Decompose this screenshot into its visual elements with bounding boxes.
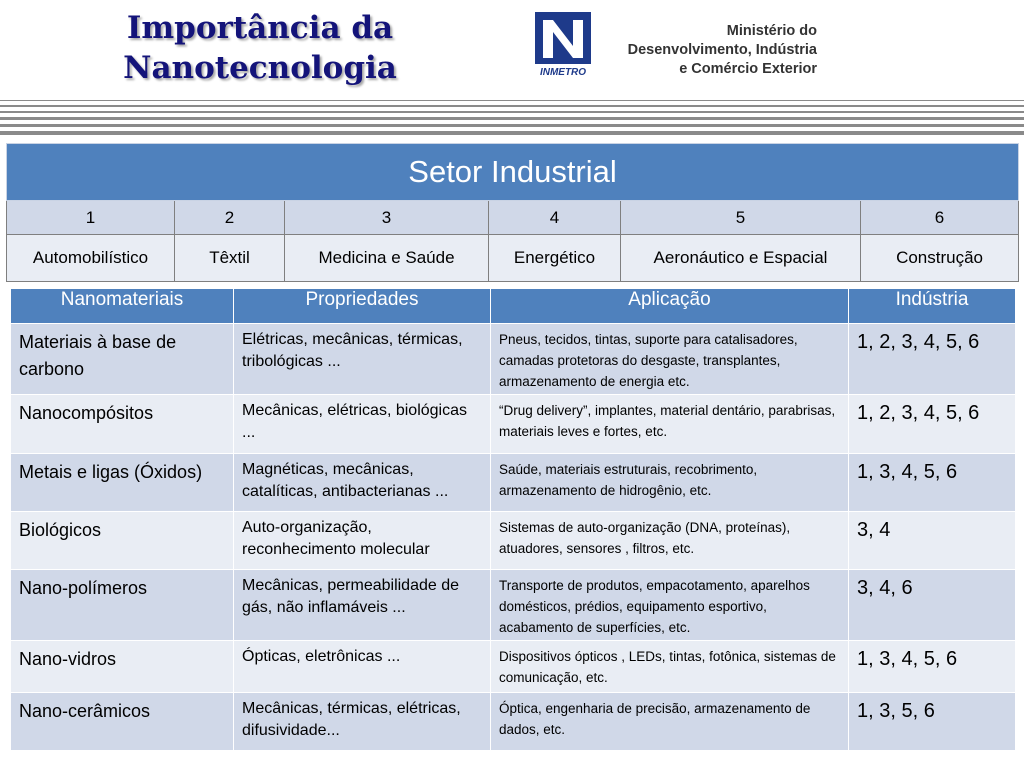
slide-title	[0, 8, 520, 88]
application-cell: Pneus, tecidos, tintas, suporte para catalisadores, camadas protetoras do desgaste, transplantes, armazenamento de energia etc.	[491, 324, 849, 395]
slide-title-line1: Importância da	[126, 10, 394, 46]
table-row	[11, 324, 1016, 395]
industry-cell: 1, 2, 3, 4, 5, 6	[849, 395, 1016, 454]
application-cell: “Drug delivery”, implantes, material dentário, parabrisas, materiais leves e fortes, etc.	[491, 395, 849, 454]
properties-cell: Magnéticas, mecânicas, catalíticas, antibacterianas ...	[234, 454, 491, 512]
material-cell: Metais e ligas (Óxidos)	[11, 454, 234, 512]
sector-number: 2	[175, 201, 285, 235]
properties-cell: Ópticas, eletrônicas ...	[234, 641, 491, 693]
application-cell: Óptica, engenharia de precisão, armazenamento de dados, etc.	[491, 693, 849, 751]
properties-cell: Auto-organização, reconhecimento molecular	[234, 512, 491, 570]
application-cell: Transporte de produtos, empacotamento, aparelhos domésticos, prédios, equipamento esportivo, acabamento de superfícies, etc.	[491, 570, 849, 641]
nanomaterials-header-row	[11, 289, 1016, 324]
sector-table-title: Setor Industrial	[7, 144, 1019, 201]
sector-number: 1	[7, 201, 175, 235]
properties-cell: Mecânicas, permeabilidade de gás, não inflamáveis ...	[234, 570, 491, 641]
industry-cell: 3, 4, 6	[849, 570, 1016, 641]
table-row	[11, 395, 1016, 454]
sector-number: 3	[285, 201, 489, 235]
sector-name: Automobilístico	[7, 235, 175, 282]
ministry-line1: Ministério do	[726, 23, 817, 39]
industry-cell: 1, 3, 4, 5, 6	[849, 641, 1016, 693]
sector-name: Construção	[861, 235, 1019, 282]
material-cell: Nano-polímeros	[11, 570, 234, 641]
sector-name: Têxtil	[175, 235, 285, 282]
ministry-name	[601, 22, 817, 79]
application-cell: Sistemas de auto-organização (DNA, proteínas), atuadores, sensores , filtros, etc.	[491, 512, 849, 570]
table-row	[11, 641, 1016, 693]
ministry-line2: Desenvolvimento, Indústria	[627, 42, 817, 58]
table-row	[11, 570, 1016, 641]
inmetro-ministry-logo	[531, 8, 821, 86]
properties-cell: Mecânicas, elétricas, biológicas ...	[234, 395, 491, 454]
properties-cell: Elétricas, mecânicas, térmicas, tribológicas ...	[234, 324, 491, 395]
inmetro-logo-text: INMETRO	[539, 67, 587, 78]
material-cell: Biológicos	[11, 512, 234, 570]
application-cell: Dispositivos ópticos , LEDs, tintas, fotônica, sistemas de comunicação, etc.	[491, 641, 849, 693]
ministry-line3: e Comércio Exterior	[679, 61, 817, 77]
properties-cell: Mecânicas, térmicas, elétricas, difusividade...	[234, 693, 491, 751]
inmetro-logo-icon	[535, 12, 591, 78]
industry-cell: 1, 3, 5, 6	[849, 693, 1016, 751]
material-cell: Nano-vidros	[11, 641, 234, 693]
material-cell: Nano-cerâmicos	[11, 693, 234, 751]
table-row	[11, 693, 1016, 751]
nanomaterials-table	[10, 288, 1016, 751]
sector-table	[6, 143, 1019, 282]
application-cell: Saúde, materiais estruturais, recobrimento, armazenamento de hidrogênio, etc.	[491, 454, 849, 512]
sector-number: 4	[489, 201, 621, 235]
slide-title-line2: Nanotecnologia	[123, 50, 397, 86]
sector-name-row	[7, 235, 1019, 282]
sector-name: Energético	[489, 235, 621, 282]
industry-cell: 1, 3, 4, 5, 6	[849, 454, 1016, 512]
header-divider-lines	[0, 100, 1024, 140]
table-row	[11, 454, 1016, 512]
column-header-propriedades: Propriedades	[234, 289, 491, 324]
material-cell: Nanocompósitos	[11, 395, 234, 454]
industry-cell: 1, 2, 3, 4, 5, 6	[849, 324, 1016, 395]
column-header-aplicacao: Aplicação	[491, 289, 849, 324]
material-cell: Materiais à base de carbono	[11, 324, 234, 395]
sector-number-row	[7, 201, 1019, 235]
industry-cell: 3, 4	[849, 512, 1016, 570]
sector-number: 6	[861, 201, 1019, 235]
sector-number: 5	[621, 201, 861, 235]
column-header-industria: Indústria	[849, 289, 1016, 324]
column-header-nanomateriais: Nanomateriais	[11, 289, 234, 324]
sector-name: Medicina e Saúde	[285, 235, 489, 282]
sector-name: Aeronáutico e Espacial	[621, 235, 861, 282]
table-row	[11, 512, 1016, 570]
